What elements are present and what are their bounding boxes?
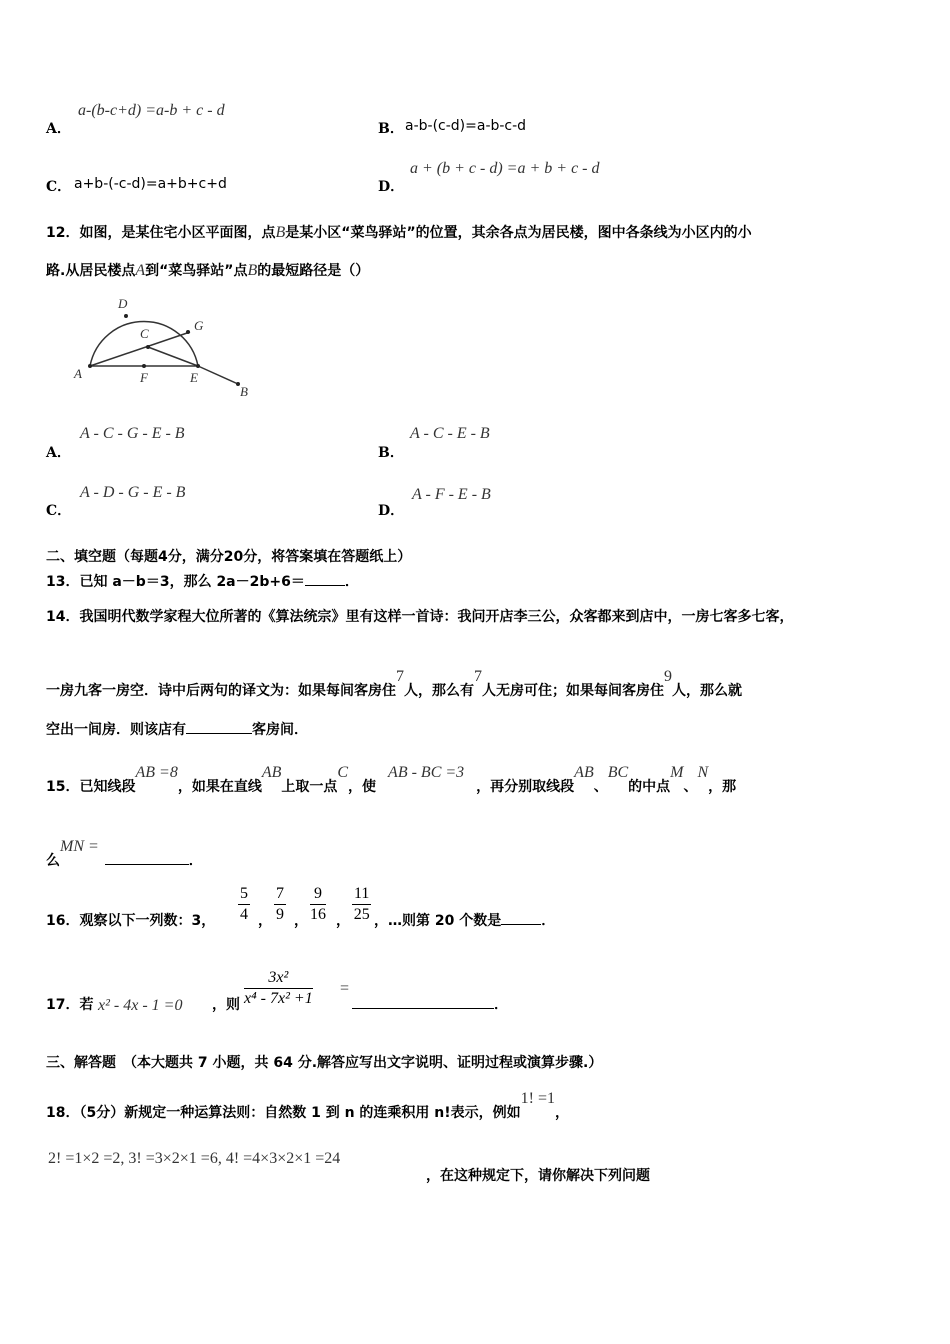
point-g [186,330,190,334]
q17-fraction: $\frac{\text{3x²}}{\text{x⁴ - 7x² +1}}$ [244,969,313,1007]
point-f [142,364,146,368]
q14-line3: 空出一间房．则该店有 客房间． [46,722,308,738]
q16-sep-2: ， [294,913,308,929]
section3-heading: 三、解答题 （本大题共 7 小题，共 64 分.解答应写出文字说明、证明过程或演算步骤.） [46,1055,603,1071]
q15-line1: 15．已知线段AB =8，如果在直线AB上取一点C，使AB - BC =3，再分别取线段AB、BC的中点M、N，那 [46,764,737,795]
q17-equation: x² - 4x - 1 =0 [98,997,183,1014]
point-a [88,364,92,368]
label-d: D [118,296,128,311]
option-d-label: D． [378,179,405,195]
option-b-label: B． [378,121,404,137]
q16-answer-blank[interactable] [501,912,541,925]
q14-answer-blank[interactable] [186,721,252,734]
label-a: A [74,366,82,381]
q17-then: ，则 [212,997,240,1013]
q16-sep-3: ， [336,913,350,929]
q17-prefix: 17．若 [46,997,94,1013]
line-ce [148,347,198,366]
q17-answer: ． [352,994,508,1014]
label-b: B [240,384,248,399]
q13: 13．已知 a－b＝3，那么 2a－2b+6＝ ． [46,574,359,590]
q12-option-c-label: C． [46,503,72,519]
label-g: G [194,318,204,333]
q12-option-d-path: A - F - E - B [412,486,491,503]
option-c-text: a+b-(-c-d)=a+b+c+d [74,176,227,192]
q12-option-b-path: A - C - E - B [410,425,490,442]
label-f: F [140,370,148,385]
option-a-label: A． [46,121,71,137]
point-e [196,364,200,368]
q12-option-d-label: D． [378,503,405,519]
q12-option-b-label: B． [378,445,404,461]
q12-option-a-path: A - C - G - E - B [80,425,185,442]
label-c: C [140,326,149,341]
option-d-math: a + (b + c - d) =a + b + c - d [410,160,600,177]
q14-line1: 14．我国明代数学家程大位所著的《算法统宗》里有这样一首诗：我问开店李三公，众客都来到店中，一房七客多七客， [46,609,794,625]
line-eb [198,366,238,384]
q16-prefix: 16．观察以下一列数：3， [46,913,216,929]
q16-frac-2: $\frac{7}{9}$ [276,885,284,923]
q17-equals: = [340,980,350,997]
q16-frac-3: $\frac{9}{16}$ [310,885,326,923]
section2-heading: 二、填空题（每题4分，满分20分，将答案填在答题纸上） [46,549,412,565]
q15-answer-blank[interactable] [105,852,189,865]
option-a-math: a-(b-c+d) =a-b + c - d [78,102,225,119]
q16-frac-4: $\frac{11}{25}$ [353,885,370,923]
q16-suffix: ，…则第 20 个数是 ． [374,913,556,929]
label-e: E [190,370,198,385]
q18-line1: 18．（5分）新规定一种运算法则：自然数 1 到 n 的连乘积用 n!表示，例如1! =1， [46,1090,570,1121]
q12-figure [70,292,260,404]
option-b-text: a-b-(c-d)=a-b-c-d [405,118,527,134]
q14-line2: 一房九客一房空．诗中后两句的译文为：如果每间客房住$^7$人，那么有$^7$人无房可住；如果每间客房住$^9$人，那么就 [46,668,742,699]
q12-option-a-label: A． [46,445,71,461]
point-d [124,314,128,318]
q12-option-c-path: A - D - G - E - B [80,484,186,501]
option-c-label: C． [46,179,72,195]
point-c [146,345,150,349]
q12-line2: 路.从居民楼点A到“菜鸟驿站”点B的最短路径是（） [46,262,370,279]
q18-factorials: 2! =1×2 =2, 3! =3×2×1 =6, 4! =4×3×2×1 =24 [48,1150,341,1167]
q17-answer-blank[interactable] [352,996,494,1009]
q15-line2: 么MN =． [46,838,203,869]
q12-line1: 12．如图，是某住宅小区平面图，点B是某小区“菜鸟驿站”的位置，其余各点为居民楼，图中各条线为小区内的小 [46,224,752,241]
q13-answer-blank[interactable] [305,573,345,586]
q16-sep-1: ， [258,913,272,929]
q16-frac-1: $\frac{5}{4}$ [240,885,248,923]
q18-line2: ，在这种规定下，请你解决下列问题 [426,1168,650,1184]
